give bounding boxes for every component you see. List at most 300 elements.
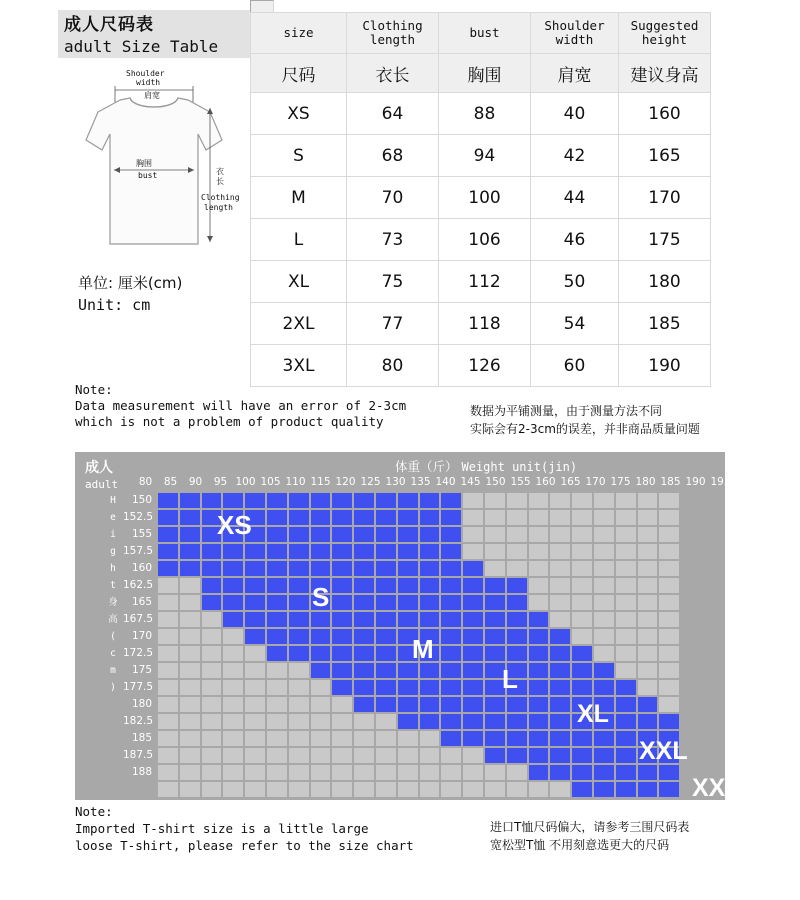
matrix-cell-inactive [288, 730, 310, 747]
x-tick: 185 [660, 476, 681, 488]
table-cell: 73 [347, 219, 439, 261]
matrix-cell-inactive [179, 747, 201, 764]
matrix-cell-active [310, 560, 332, 577]
x-tick: 105 [260, 476, 281, 488]
y-tick: 152.5 [123, 511, 154, 523]
matrix-cell-inactive [658, 560, 680, 577]
matrix-cell-active [440, 645, 462, 662]
matrix-cell-inactive [222, 662, 244, 679]
matrix-cell-inactive [440, 781, 462, 798]
matrix-cell-active [397, 492, 419, 509]
y-axis-letter [103, 764, 123, 781]
matrix-cell-inactive [571, 594, 593, 611]
matrix-cell-inactive [201, 696, 223, 713]
y-axis-letter [103, 713, 123, 730]
matrix-cell-active [549, 747, 571, 764]
matrix-cell-active [462, 696, 484, 713]
matrix-cell-inactive [157, 594, 179, 611]
label-shoulder-width-en: Shoulder [126, 69, 165, 78]
matrix-cell-inactive [266, 662, 288, 679]
matrix-cell-active [353, 628, 375, 645]
matrix-cell-active [375, 560, 397, 577]
matrix-cell-active [288, 543, 310, 560]
matrix-cell-active [222, 560, 244, 577]
matrix-cell-inactive [201, 713, 223, 730]
matrix-cell-inactive [462, 747, 484, 764]
matrix-cell-active [375, 543, 397, 560]
y-tick: 175 [131, 664, 152, 676]
note-import [75, 803, 495, 854]
matrix-cell-active [375, 611, 397, 628]
matrix-cell-active [353, 594, 375, 611]
matrix-cell-active [266, 509, 288, 526]
matrix-cell-active [397, 594, 419, 611]
matrix-cell-inactive [658, 696, 680, 713]
matrix-cell-active [310, 662, 332, 679]
matrix-cell-inactive [615, 509, 637, 526]
x-tick: 95 [213, 476, 228, 488]
matrix-cell-inactive [179, 594, 201, 611]
matrix-cell-active [375, 645, 397, 662]
matrix-cell-inactive [593, 509, 615, 526]
matrix-cell-active [593, 662, 615, 679]
note2-label: Note: [75, 804, 113, 819]
table-cell: M [251, 177, 347, 219]
header-cell: 建议身高 [619, 54, 711, 93]
x-tick: 125 [360, 476, 381, 488]
matrix-cell-active [331, 560, 353, 577]
matrix-cell-inactive [331, 781, 353, 798]
matrix-cell-active [244, 594, 266, 611]
matrix-cell-active [462, 628, 484, 645]
y-tick: 170 [131, 630, 152, 642]
matrix-cell-active [615, 679, 637, 696]
matrix-y-axis-title [103, 492, 123, 798]
matrix-size-label: M [412, 634, 434, 664]
weight-label-cn: 体重（斤） [395, 459, 458, 474]
matrix-cell-active [440, 543, 462, 560]
matrix-cell-inactive [615, 560, 637, 577]
matrix-cell-inactive [266, 764, 288, 781]
matrix-cell-active [375, 509, 397, 526]
matrix-cell-inactive [637, 492, 659, 509]
matrix-cell-inactive [528, 492, 550, 509]
matrix-cell-inactive [615, 543, 637, 560]
note2-line-1: Imported T-shirt size is a little large [75, 821, 369, 836]
table-cell: 46 [531, 219, 619, 261]
matrix-cell-inactive [157, 747, 179, 764]
matrix-cell-inactive [201, 679, 223, 696]
matrix-cell-inactive [615, 662, 637, 679]
matrix-cell-inactive [549, 492, 571, 509]
matrix-cell-inactive [222, 730, 244, 747]
table-cell: 80 [347, 345, 439, 387]
matrix-cell-active [310, 543, 332, 560]
tshirt-diagram [58, 62, 250, 272]
matrix-cell-active [528, 713, 550, 730]
note2-cn-line-1: 进口T恤尺码偏大，请参考三围尺码表 [490, 820, 690, 834]
matrix-cell-active [440, 730, 462, 747]
table-cell: 126 [439, 345, 531, 387]
matrix-cell-active [419, 679, 441, 696]
x-tick: 145 [460, 476, 481, 488]
y-axis-letter: 高 [108, 614, 118, 625]
matrix-cell-inactive [615, 526, 637, 543]
matrix-cell-active [179, 560, 201, 577]
matrix-cell-inactive [506, 526, 528, 543]
matrix-cell-inactive [222, 781, 244, 798]
matrix-cell-inactive [157, 628, 179, 645]
title-chinese: 成人尺码表 [64, 15, 154, 35]
matrix-cell-inactive [571, 628, 593, 645]
matrix-cell-active [353, 509, 375, 526]
matrix-cell-inactive [244, 781, 266, 798]
table-cell: 44 [531, 177, 619, 219]
table-cell: 64 [347, 93, 439, 135]
matrix-cell-active [506, 696, 528, 713]
table-row [251, 93, 711, 135]
matrix-cell-inactive [593, 526, 615, 543]
matrix-cell-inactive [310, 696, 332, 713]
table-cell: 54 [531, 303, 619, 345]
matrix-cell-inactive [157, 662, 179, 679]
matrix-cell-inactive [528, 577, 550, 594]
matrix-cell-inactive [658, 594, 680, 611]
label-clothing-length-cn2: 长 [216, 177, 224, 186]
x-tick: 110 [285, 476, 306, 488]
matrix-cell-inactive [419, 747, 441, 764]
matrix-cell-inactive [571, 526, 593, 543]
matrix-cell-active [440, 611, 462, 628]
matrix-cell-active [331, 492, 353, 509]
matrix-cell-inactive [484, 526, 506, 543]
matrix-cell-inactive [593, 492, 615, 509]
matrix-cell-active [288, 594, 310, 611]
matrix-cell-inactive [593, 577, 615, 594]
matrix-cell-active [549, 662, 571, 679]
matrix-cell-active [375, 492, 397, 509]
matrix-cell-inactive [397, 747, 419, 764]
note-cn-line-2: 实际会有2-3cm的误差，并非商品质量问题 [470, 422, 700, 436]
matrix-cell-inactive [637, 543, 659, 560]
matrix-cell-active [528, 696, 550, 713]
matrix-weight-label [395, 457, 577, 475]
matrix-cell-inactive [310, 747, 332, 764]
matrix-cell-inactive [310, 730, 332, 747]
matrix-cell-inactive [593, 611, 615, 628]
y-tick: 150 [131, 494, 152, 506]
y-axis-letter: h [110, 563, 116, 574]
table-cell: 170 [619, 177, 711, 219]
table-cell: 2XL [251, 303, 347, 345]
matrix-cell-inactive [244, 696, 266, 713]
matrix-cell-inactive [397, 781, 419, 798]
table-cell: 160 [619, 93, 711, 135]
matrix-cell-inactive [571, 611, 593, 628]
matrix-cell-active [244, 577, 266, 594]
matrix-cell-inactive [419, 781, 441, 798]
matrix-cell-active [331, 679, 353, 696]
unit-english: Unit: cm [78, 296, 151, 314]
matrix-cell-active [440, 628, 462, 645]
matrix-cell-inactive [179, 577, 201, 594]
table-cell: 42 [531, 135, 619, 177]
matrix-cell-active [310, 611, 332, 628]
y-axis-letter: c [110, 648, 116, 659]
matrix-cell-active [201, 594, 223, 611]
matrix-cell-inactive [571, 543, 593, 560]
y-tick: 177.5 [123, 681, 154, 693]
matrix-cell-active [222, 492, 244, 509]
matrix-cell-active [637, 764, 659, 781]
matrix-cell-inactive [528, 526, 550, 543]
matrix-cell-inactive [528, 560, 550, 577]
matrix-cell-active [288, 611, 310, 628]
matrix-cell-active [353, 560, 375, 577]
matrix-cell-inactive [310, 679, 332, 696]
x-tick: 90 [188, 476, 203, 488]
matrix-cell-inactive [244, 645, 266, 662]
matrix-cell-active [615, 730, 637, 747]
matrix-cell-inactive [593, 645, 615, 662]
matrix-cell-active [397, 696, 419, 713]
matrix-cell-inactive [331, 730, 353, 747]
matrix-cell-active [528, 611, 550, 628]
header-cell: bust [439, 13, 531, 54]
y-tick: 172.5 [123, 647, 154, 659]
matrix-cell-inactive [440, 747, 462, 764]
matrix-cell-active [615, 781, 637, 798]
matrix-cell-inactive [157, 764, 179, 781]
matrix-cell-inactive [201, 662, 223, 679]
matrix-cell-inactive [179, 764, 201, 781]
matrix-cell-active [266, 526, 288, 543]
x-tick: 195 [710, 476, 731, 488]
matrix-cell-active [549, 645, 571, 662]
matrix-cell-active [375, 662, 397, 679]
y-axis-letter: e [110, 512, 116, 523]
size-table-header-cn [251, 54, 711, 93]
matrix-cell-inactive [637, 509, 659, 526]
table-cell: 180 [619, 261, 711, 303]
matrix-cell-inactive [222, 679, 244, 696]
matrix-cell-active [222, 594, 244, 611]
matrix-cell-inactive [222, 764, 244, 781]
header-cell: size [251, 13, 347, 54]
matrix-cell-inactive [637, 577, 659, 594]
matrix-cell-active [462, 645, 484, 662]
note2-line-2: loose T-shirt, please refer to the size chart [75, 838, 414, 853]
note-line-1: Data measurement will have an error of 2-3cm [75, 398, 407, 413]
matrix-cell-inactive [201, 781, 223, 798]
matrix-cell-inactive [157, 713, 179, 730]
matrix-cell-active [331, 594, 353, 611]
matrix-cell-inactive [528, 509, 550, 526]
matrix-cell-active [440, 526, 462, 543]
matrix-cell-active [375, 594, 397, 611]
table-cell: 75 [347, 261, 439, 303]
x-tick: 160 [535, 476, 556, 488]
matrix-cell-active [353, 696, 375, 713]
unit-block [78, 272, 182, 316]
matrix-cell-active [506, 645, 528, 662]
x-tick: 140 [435, 476, 456, 488]
matrix-cell-active [397, 509, 419, 526]
matrix-cell-active [528, 628, 550, 645]
matrix-size-label: XXL [639, 737, 688, 765]
note-line-2: which is not a problem of product quality [75, 414, 384, 429]
matrix-cell-inactive [549, 526, 571, 543]
matrix-cell-active [440, 560, 462, 577]
matrix-cell-inactive [484, 509, 506, 526]
matrix-cell-active [549, 628, 571, 645]
matrix-y-axis [123, 492, 155, 781]
matrix-cell-active [419, 509, 441, 526]
table-row [251, 261, 711, 303]
matrix-cell-inactive [201, 645, 223, 662]
weight-label-en: Weight unit(jin) [461, 460, 578, 474]
y-tick: 180 [131, 698, 152, 710]
matrix-cell-active [222, 577, 244, 594]
y-tick: 182.5 [123, 715, 154, 727]
x-tick: 190 [685, 476, 706, 488]
matrix-cell-active [375, 679, 397, 696]
note-measurement-chinese [470, 402, 770, 438]
matrix-cell-inactive [506, 543, 528, 560]
matrix-cell-inactive [658, 662, 680, 679]
matrix-cell-inactive [658, 577, 680, 594]
matrix-cell-active [375, 628, 397, 645]
matrix-cell-active [484, 645, 506, 662]
matrix-cell-inactive [549, 611, 571, 628]
matrix-cell-active [288, 628, 310, 645]
matrix-cell-active [222, 543, 244, 560]
matrix-cell-active [157, 509, 179, 526]
size-matrix [75, 452, 758, 802]
matrix-cell-inactive [440, 764, 462, 781]
matrix-cell-inactive [201, 764, 223, 781]
x-tick: 150 [485, 476, 506, 488]
table-row [251, 219, 711, 261]
label-clothing-length-cn1: 衣 [216, 167, 224, 176]
matrix-cell-inactive [528, 594, 550, 611]
matrix-cell-inactive [549, 594, 571, 611]
label-clothing-length-en1: Clothing [201, 193, 240, 202]
matrix-cell-active [310, 628, 332, 645]
table-cell: XS [251, 93, 347, 135]
matrix-cell-active [615, 764, 637, 781]
matrix-cell-active [288, 526, 310, 543]
matrix-cell-inactive [506, 781, 528, 798]
matrix-cell-inactive [484, 492, 506, 509]
y-axis-letter [103, 696, 123, 713]
matrix-cell-active [484, 747, 506, 764]
matrix-cell-active [353, 662, 375, 679]
matrix-cell-active [528, 679, 550, 696]
matrix-cell-active [571, 662, 593, 679]
matrix-cell-inactive [201, 730, 223, 747]
table-cell: 185 [619, 303, 711, 345]
x-tick: 100 [235, 476, 256, 488]
matrix-cell-active [266, 594, 288, 611]
matrix-cell-active [157, 492, 179, 509]
matrix-cell-active [658, 764, 680, 781]
header-cell: 尺码 [251, 54, 347, 93]
matrix-cell-inactive [658, 509, 680, 526]
table-row [251, 177, 711, 219]
matrix-cell-inactive [506, 509, 528, 526]
matrix-cell-active [440, 594, 462, 611]
matrix-cell-inactive [658, 543, 680, 560]
matrix-cell-active [244, 628, 266, 645]
matrix-cell-active [484, 577, 506, 594]
table-cell: 100 [439, 177, 531, 219]
matrix-cell-inactive [637, 662, 659, 679]
matrix-cell-inactive [310, 781, 332, 798]
table-row [251, 345, 711, 387]
table-cell: 118 [439, 303, 531, 345]
table-cell: 88 [439, 93, 531, 135]
matrix-cell-active [201, 560, 223, 577]
matrix-cell-inactive [571, 560, 593, 577]
matrix-cell-inactive [179, 611, 201, 628]
matrix-cell-inactive [637, 560, 659, 577]
matrix-cell-active [353, 577, 375, 594]
matrix-cell-active [593, 781, 615, 798]
matrix-cell-inactive [615, 611, 637, 628]
matrix-cell-inactive [288, 679, 310, 696]
label-shoulder-width-cn: 肩宽 [144, 91, 160, 100]
matrix-cell-inactive [353, 747, 375, 764]
matrix-cell-inactive [179, 645, 201, 662]
matrix-cell-inactive [222, 645, 244, 662]
matrix-cell-inactive [658, 526, 680, 543]
matrix-cell-inactive [462, 509, 484, 526]
matrix-cell-active [244, 492, 266, 509]
x-tick: 180 [635, 476, 656, 488]
matrix-cell-inactive [484, 781, 506, 798]
matrix-cell-inactive [375, 747, 397, 764]
matrix-cell-inactive [288, 764, 310, 781]
matrix-cell-inactive [593, 543, 615, 560]
matrix-cell-inactive [288, 696, 310, 713]
matrix-cell-active [419, 713, 441, 730]
matrix-cell-active [506, 747, 528, 764]
x-tick: 130 [385, 476, 406, 488]
matrix-cell-active [419, 611, 441, 628]
matrix-cell-active [310, 526, 332, 543]
y-axis-letter: t [110, 580, 116, 591]
matrix-cell-inactive [244, 747, 266, 764]
matrix-cell-active [288, 560, 310, 577]
matrix-cell-inactive [419, 764, 441, 781]
label-clothing-length-en2: length [204, 203, 233, 212]
matrix-cell-inactive [637, 628, 659, 645]
matrix-cell-active [593, 764, 615, 781]
matrix-cell-active [484, 730, 506, 747]
matrix-cell-inactive [593, 594, 615, 611]
matrix-cell-active [397, 679, 419, 696]
y-tick: 165 [131, 596, 152, 608]
matrix-cell-active [157, 560, 179, 577]
matrix-cell-inactive [222, 696, 244, 713]
matrix-title-chinese: 成人 [85, 460, 113, 476]
matrix-cell-active [244, 611, 266, 628]
y-tick: 155 [131, 528, 152, 540]
matrix-cell-active [266, 628, 288, 645]
matrix-cell-active [266, 560, 288, 577]
matrix-cell-inactive [375, 781, 397, 798]
